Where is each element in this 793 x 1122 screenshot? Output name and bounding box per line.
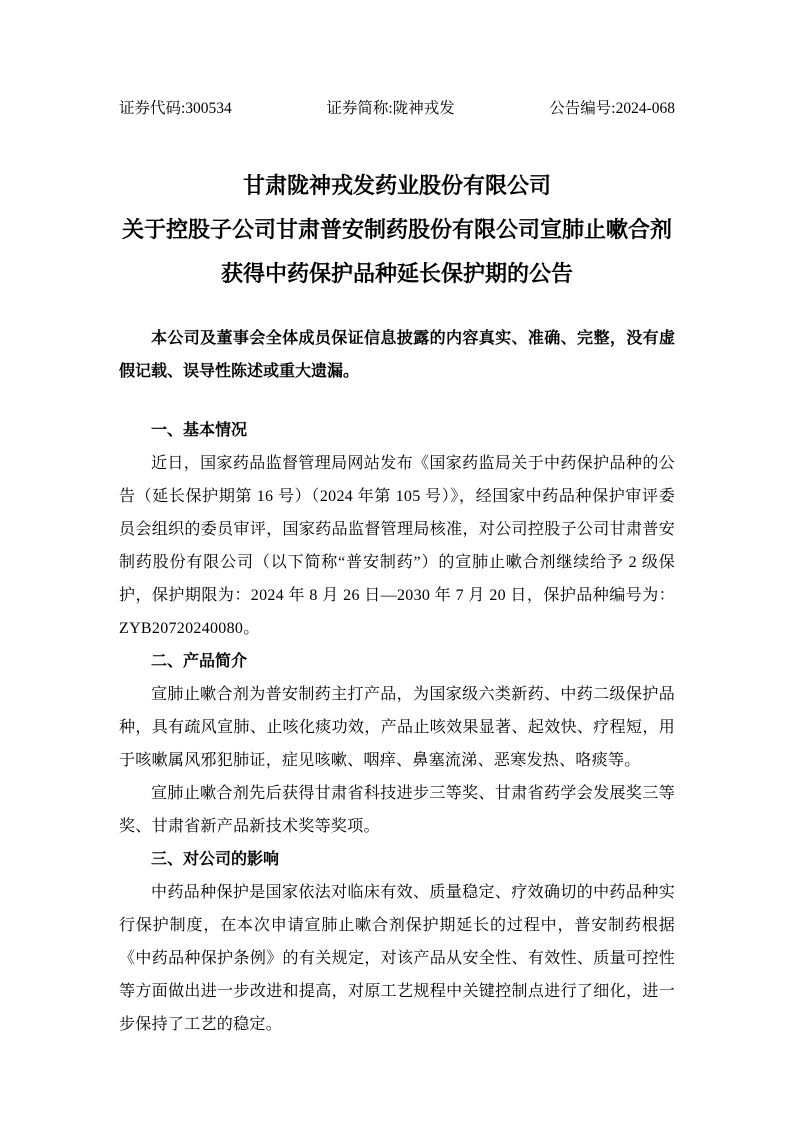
title-line-subject: 关于控股子公司甘肃普安制药股份有限公司宣肺止嗽合剂 [121, 217, 672, 242]
product-intro-paragraph: 宣肺止嗽合剂为普安制药主打产品，为国家级六类新药、中药二级保护品种，具有疏风宣肺、止咳化痰功效，产品止咳效果显著、起效快、疗程短，用于咳嗽属风邪犯肺证，症见咳嗽、咽痒、鼻塞流涕、恶寒发热、咯痰等。 [119, 686, 675, 769]
title-line-announcement: 获得中药保护品种延长保护期的公告 [220, 261, 573, 286]
company-impact-paragraph: 中药品种保护是国家依法对临床有效、质量稳定、疗效确切的中药品种实行保护制度，在本次申请宣肺止嗽合剂保护期延长的过程中，普安制药根据《中药品种保护条例》的有关规定，对该产品从安全性、有效性、质量可控性等方面做出进一步改进和提高，对原工艺规程中关键控制点进行了细化，进一步保持了工艺的稳定。 [119, 884, 675, 1033]
stock-code: 证券代码:300534 [119, 100, 232, 117]
section-heading-company-impact: 三、对公司的影响 [151, 851, 280, 868]
stock-short-name: 证券简称:陇神戎发 [326, 100, 455, 117]
product-awards-paragraph: 宣肺止嗽合剂先后获得甘肃省科技进步三等奖、甘肃省药学会发展奖三等奖、甘肃省新产品新技术奖等奖项。 [119, 785, 675, 835]
announcement-number: 公告编号:2024-068 [549, 100, 675, 117]
board-disclaimer: 本公司及董事会全体成员保证信息披露的内容真实、准确、完整，没有虚假记载、误导性陈述或重大遗漏。 [119, 330, 675, 380]
basic-info-paragraph: 近日，国家药品监督管理局网站发布《国家药监局关于中药保护品种的公告（延长保护期第 16 号）（2024 年第 105 号）》，经国家中药品种保护审评委员会组织的委员审评，国家药品监督管理局核准，对公司控股子公司甘肃普安制药股份有限公司（以下简称“普安制药”）的宣肺止嗽合剂继续给予 2 级保护，保护期限为：2024 年 8 月 26 日—2030 年 7 月 20 日，保护品种编号为：ZYB20720240080。 [119, 455, 675, 637]
section-product-intro [119, 645, 675, 843]
document-title [119, 164, 675, 296]
title-line-company: 甘肃陇神戎发药业股份有限公司 [242, 173, 551, 198]
section-company-impact [119, 843, 675, 1041]
securities-header [119, 98, 675, 120]
section-heading-basic-info: 一、基本情况 [151, 422, 248, 439]
section-basic-info [119, 414, 675, 645]
section-heading-product-intro: 二、产品简介 [151, 653, 248, 670]
